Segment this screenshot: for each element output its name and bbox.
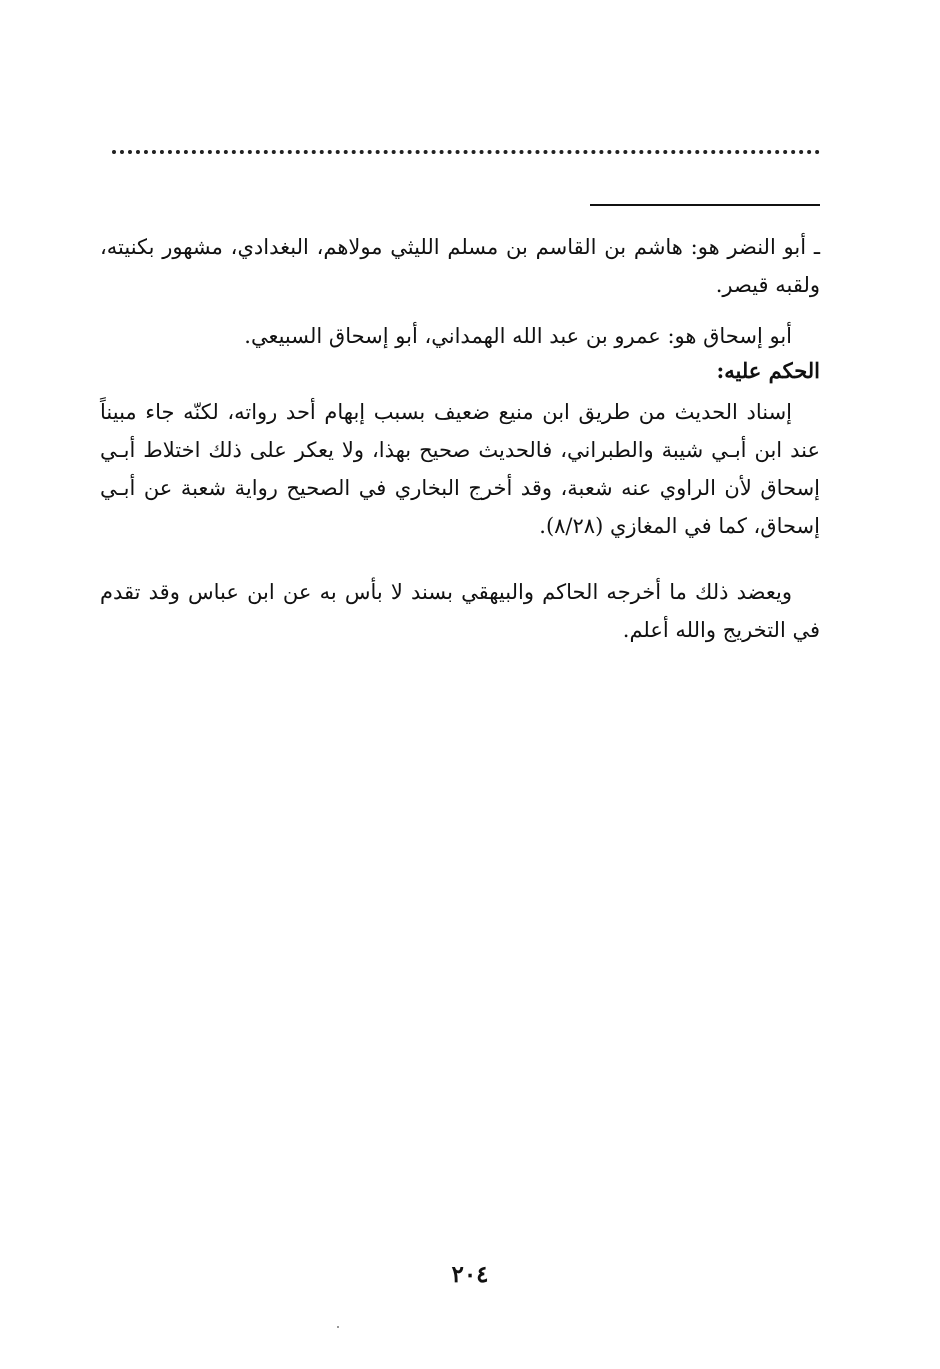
scan-speck [337, 1326, 339, 1328]
ruling-heading: الحكم عليه: [716, 358, 820, 383]
dotted-separator [112, 150, 820, 154]
narrator-note-abu-al-nadr: ـ أبو النضر هو: هاشم بن القاسم بن مسلم الليثي مولاهم، البغدادي، مشهور بكنيته، ولقبه قيصر. [100, 235, 820, 297]
footnote-rule [590, 204, 820, 206]
ruling-paragraph: إسناد الحديث من طريق ابن منيع ضعيف بسبب إبهام أحد رواته، لكنّه جاء مبيناً عند ابن أبـي شيبة والطبراني، فالحديث صحيح بهذا، ولا يعكر على ذلك اختلاط أبـي إسحاق لأن الراوي عنه شعبة، وقد أخرج البخاري في الصحيح رواية شعبة عن أبـي إسحاق، كما في المغازي (٨/٢٨). [100, 400, 820, 538]
narrator-note-abu-ishaq: أبو إسحاق هو: عمرو بن عبد الله الهمداني، أبو إسحاق السبيعي. [244, 324, 792, 348]
supporting-paragraph: ويعضد ذلك ما أخرجه الحاكم والبيهقي بسند لا بأس به عن ابن عباس وقد تقدم في التخريج والله أعلم. [100, 580, 820, 642]
page-number: ٢٠٤ [451, 1261, 489, 1288]
